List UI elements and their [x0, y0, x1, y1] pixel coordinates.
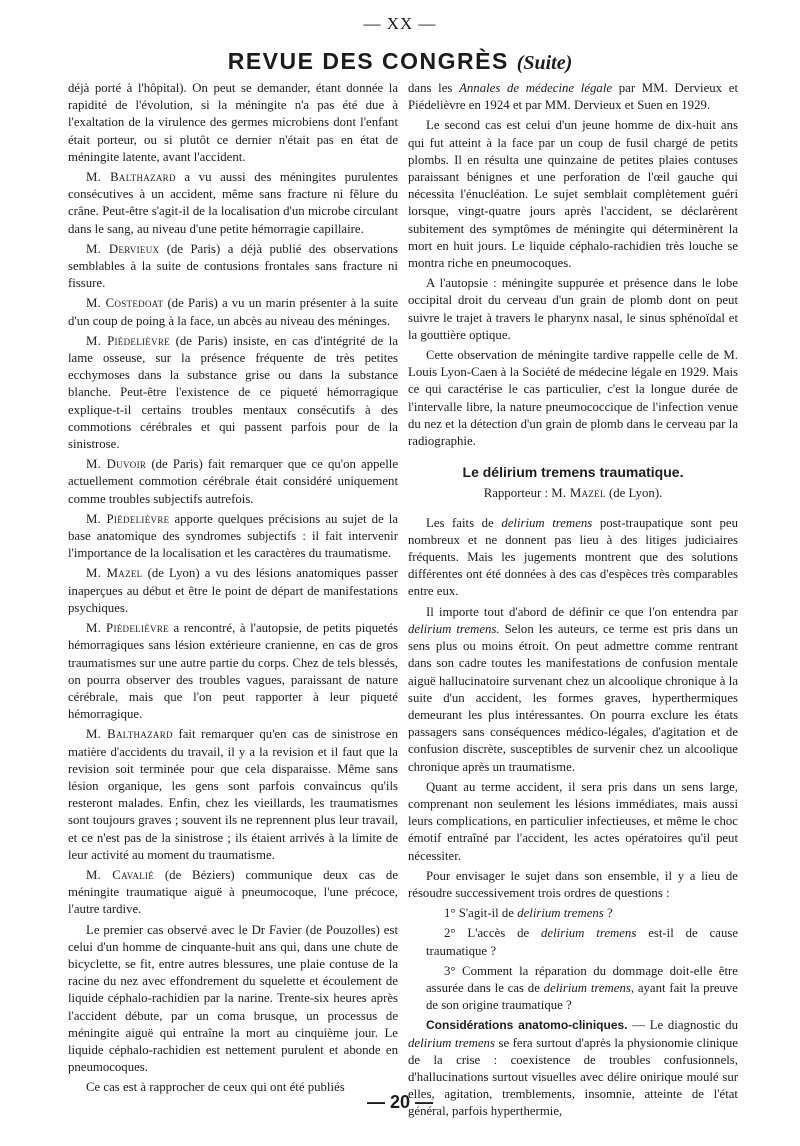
question-text: est-il de cause traumatique ?	[426, 926, 739, 958]
paragraph-text: se fera surtout d'après la physionomie clinique de la crise : coexistence de troubles confusionnels, d'hallucinations surtout visuelles avec délire onirique moulé sur elles, agitation, tremblements, insomnie, atteinte de l'état général, parfois hyperthermie,	[408, 1035, 738, 1119]
speaker-name: M. Cavalié	[86, 867, 155, 882]
header-title: REVUE DES CONGRÈS	[227, 48, 509, 74]
roman-page-numeral: — XX —	[363, 14, 437, 33]
right-column	[408, 80, 738, 1124]
speaker-name: M. Piédelièvre	[86, 333, 170, 348]
italic-term: delirium tremens	[408, 1035, 495, 1050]
paragraph-text: dans les	[408, 81, 453, 95]
paragraph	[68, 565, 398, 617]
paragraph-text: (de Béziers) communique deux cas de méningite traumatique aiguë à pneumocoque, l'une précoce, l'autre tardive.	[68, 867, 399, 917]
paragraph	[68, 867, 398, 919]
paragraph-text: fait remarquer qu'en cas de sinistrose en matière d'accidents du travail, il y a la revision et il faut que la revision soit terminée pour que cela disparaisse. Même sans lésion organique, les gens sont parfois convaincus qu'ils resteront malades. Enfin, chez les vieillards, les traumatismes sont toujours graves ; souvent ils ne reprennent plus leur travail, et ce n'est pas de la sinistrose ; ils étaient arrivés à la limite de leur activité au moment du traumatisme.	[68, 727, 398, 862]
speaker-name: M. Dervieux	[86, 241, 160, 256]
case-intro: Le premier cas observé avec le Dr Favier	[86, 922, 302, 937]
header-suite: (Suite)	[516, 52, 573, 74]
paragraph-text: (de Lyon) a vu des lésions anatomiques passer inaperçues au début et être le point de départ de manifestations psychiques.	[68, 566, 398, 615]
speaker-name: M. Balthazard	[86, 170, 176, 185]
question-item	[408, 905, 738, 922]
journal-title: Annales de médecine légale	[459, 81, 613, 95]
speaker-name: M. Balthazard	[86, 727, 173, 742]
paragraph: Pour envisager le sujet dans son ensemble, il y a lieu de résoudre successivement trois ordres de questions :	[408, 868, 738, 900]
paragraph-text: a rencontré, à l'autopsie, de petits piquetés hémorragiques sans lésion extérieure cranienne, en cas de gros traumatismes sur une autre partie du corps. Chez de tels blessés, on pourra observer des troubles vagues, paraissant de nature cérébrale, mais que l'on peut rapporter à leur piqueté hémorragique.	[68, 621, 398, 722]
paragraph: Ce cas est à rapprocher de ceux qui ont été publiés	[86, 1080, 345, 1095]
paragraph	[68, 456, 398, 508]
question-text: 1° S'agit-il de	[444, 906, 514, 921]
left-column	[68, 80, 398, 1100]
paragraph	[408, 515, 738, 601]
speaker-name: M. Costedoat	[86, 296, 164, 311]
question-item	[408, 925, 738, 959]
paragraph	[68, 922, 398, 1077]
paragraph-text: — Le diagnostic du	[632, 1018, 739, 1033]
paragraph-text: a vu aussi des méningites purulentes consécutives à un accident, même sans fracture ni fêlure du crâne. Peut-être s'agit-il de la localisation d'un microbe circulant dans le sang, au niveau d'une petite hémorragie capillaire.	[68, 170, 398, 236]
paragraph	[68, 620, 398, 723]
italic-term: delirium tremens	[517, 906, 604, 921]
paragraph-text: par MM. Dervieux et Piédelièvre en 1924 et par MM. Dervieux et Suen en 1929.	[408, 81, 739, 113]
paragraph-text: post-traupatique sont peu nombreux et ne donnent pas lieu à des litiges judiciaires fréquents. Mais les jugements montrent que des solutions différentes ont été données à des cas d'espèces très comparables entre eux.	[408, 515, 738, 599]
paragraph	[68, 241, 398, 293]
speaker-name: M. Mazel	[86, 566, 143, 581]
italic-term: delirium tremens.	[408, 621, 500, 636]
paragraph: A l'autopsie : méningite suppurée et présence dans le lobe occipital droit du cerveau d'un grain de plomb dont on peut suivre le trajet à travers le pharynx nasal, le sinus sphénoïdal et la gouttière optique.	[408, 276, 738, 342]
paragraph	[68, 333, 398, 453]
question-text: ayant fait la preuve de son origine traumatique ?	[426, 980, 738, 1013]
italic-term: delirium tremens	[501, 515, 593, 530]
paragraph-text: (de Paris) fait remarquer que ce qu'on appelle actuellement commotion cérébrale était considéré uniquement comme troubles subjectifs autrefois.	[68, 457, 399, 506]
paragraph	[408, 80, 738, 114]
paragraph	[408, 604, 738, 776]
paragraph: Cette observation de méningite tardive rappelle celle de M. Louis Lyon-Caen à la Société de médecine légale en 1929. Mais ce qui caractérise le cas particulier, c'est la longue durée de l'intervalle libre, la nature pneumococcique de l'infection venue du nez et la détection d'un grain de plomb dans le cerveau par la radiographie.	[408, 348, 738, 449]
italic-term: delirium tremens,	[543, 980, 635, 995]
question-text: 2° L'accès de	[444, 926, 530, 941]
question-item	[408, 963, 738, 1015]
paragraph-text: (de Paris) a déjà publié des observations semblables à la suite de contusions frontales sans fracture ni fissure.	[68, 241, 398, 291]
question-text: 3° Comment la réparation du dommage doit-elle être assurée dans le cas de	[426, 963, 738, 995]
paragraph-text: Les faits de	[426, 515, 494, 530]
rapporteur-label: Rapporteur :	[483, 486, 549, 501]
paragraph	[68, 726, 398, 864]
paragraph-text: Il importe tout d'abord de définir ce que l'on entendra par	[426, 604, 738, 619]
paragraph: Quant au terme accident, il sera pris dans un sens large, comprenant non seulement les lésions immédiates, mais aussi leurs complications, en particulier infectieuses, et même le choc émotif entraîné par l'accident, les actes opératoires qu'il peut nécessiter.	[408, 779, 738, 863]
paragraph-text: (de Paris) a vu un marin présenter à la suite d'un coup de poing à la face, un abcès au niveau des méninges.	[68, 296, 399, 328]
question-text: ?	[607, 906, 613, 921]
paragraph: Le second cas est celui d'un jeune homme de dix-huit ans qui fut atteint à la face par un coup de fusil chargé de petits plombs. Il en résulta une quinzaine de petites plaies contuses paraissant bénignes et une perforation de l'œil gauche qui nécessita l'énucléation. Le sujet semblait complètement guéri lorsque, vingt-quatre jours après l'accident, se déclarèrent subitement des symptômes de méningite qui déterminèrent la mort en huit jours. Le liquide céphalo-rachidien très louche se montra riche en pneumocoques.	[408, 118, 738, 271]
speaker-name: M. Piédelièvre	[86, 511, 170, 526]
paragraph-text: (de Pouzolles) est celui d'un homme de cinquante-huit ans qui, dans une chute de bicyclette, se fit, entre autres blessures, une plaie contuse de la racine du nez avec effondrement du squelette et écoulement de liquide céphalo-rachidien par la narine. Trente-six heures après l'accident débute, par un coma brusque, un processus de méningite aiguë qui entraîne la mort au cinquième jour. Le liquide céphalo-rachidien est nettement purulent et abonde en pneumocoques.	[68, 922, 399, 1075]
paragraph	[68, 511, 398, 563]
speaker-name: M. Duvoir	[86, 457, 147, 472]
paragraph	[68, 295, 398, 329]
italic-term: delirium tremens	[541, 926, 637, 941]
subheading: Considérations anatomo-cliniques.	[426, 1018, 628, 1033]
rapporteur-line	[408, 485, 738, 502]
rapporteur-name: M. Mazel	[551, 486, 606, 501]
page-number: — 20 —	[366, 1092, 434, 1112]
section-title: Le délirium tremens traumatique.	[462, 464, 684, 481]
paragraph: déjà porté à l'hôpital). On peut se demander, étant donnée la rapidité de l'évolution, si la méningite n'a pas été due à l'exaltation de la virulence des germes microbiens dont l'enfant était porteur, ou si plutôt ce dernier n'était pas en état de méningite latente, avant l'accident.	[68, 81, 398, 164]
rapporteur-city: (de Lyon).	[608, 486, 663, 501]
running-header	[0, 48, 800, 75]
paragraph-text: (de Paris) insiste, en cas d'intégrité de la lame osseuse, sur la présence fréquente de très petites ecchymoses dans la substance grise ou dans la substance blanche. Peut-être l'existence de ce piqueté hémorragique explique-t-il certains troubles mentaux consécutifs à des commotions cérébrales et qui passent parfois pour de la sinistrose.	[68, 333, 398, 452]
paragraph	[68, 169, 398, 238]
paragraph-text: apporte quelques précisions au sujet de la base anatomique des syndromes subjectifs : il fait intervenir l'importance de la localisation et les caractères du traumatisme.	[68, 511, 399, 561]
speaker-name: M. Piédelièvre	[86, 621, 169, 636]
paragraph-text: Selon les auteurs, ce terme est pris dans un sens plus ou moins étroit. On peut admettre comme rentrant dans son cadre toutes les manifestations de confusion mentale aiguë hallucinatoire survenant chez un alcoolique chronique à la suite d'un accident, les formes graves, hyperthermiques demeurant les plus intéressantes. On pourra exclure les états passagers sans conséquences médico-légales, d'agitation et de confusion discrète, susceptibles de survenir chez un alcoolique chronique après un traumatisme.	[408, 621, 739, 774]
